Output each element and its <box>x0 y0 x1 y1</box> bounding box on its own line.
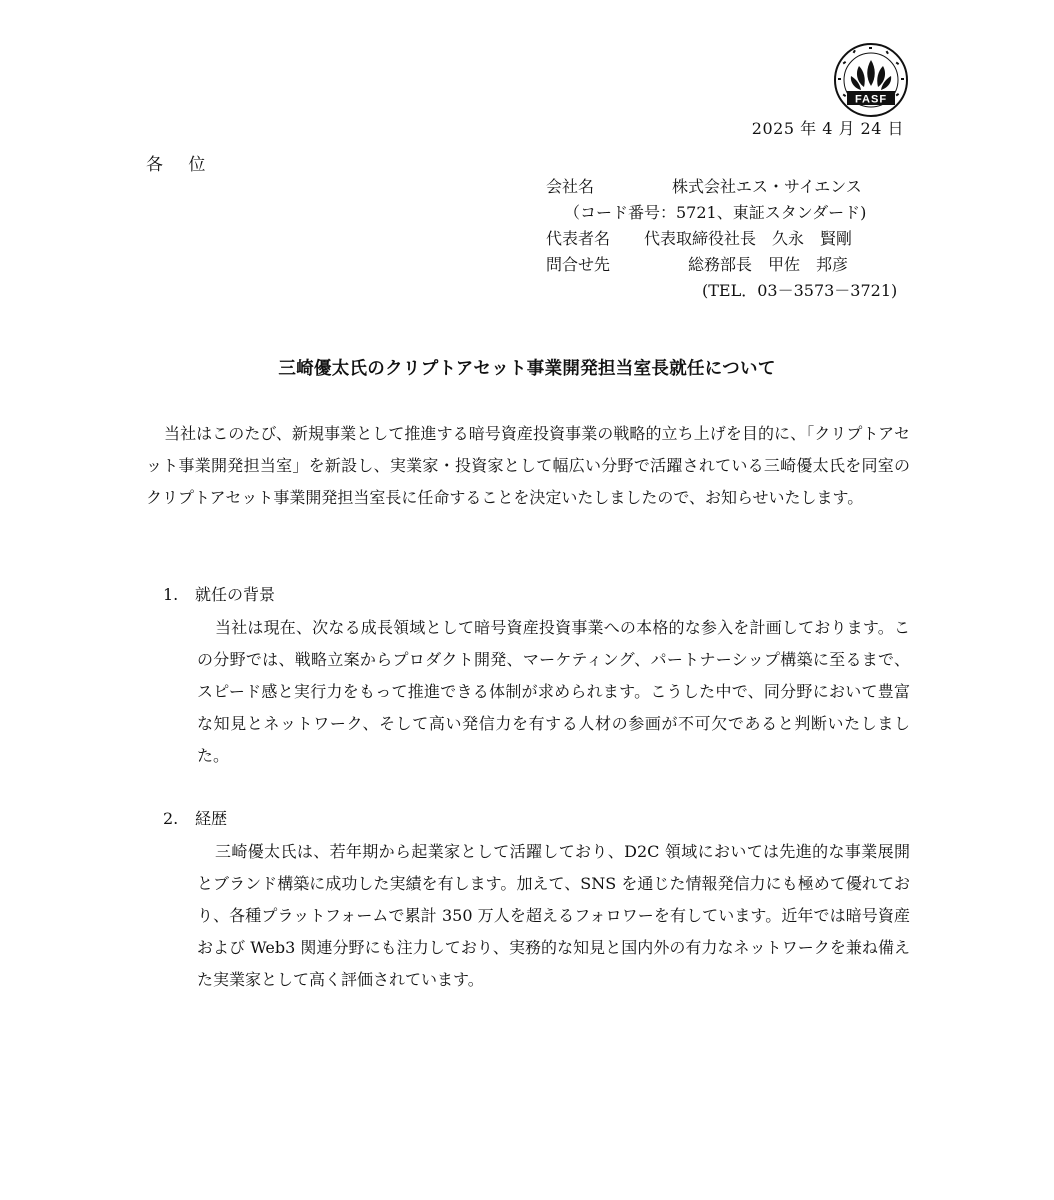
section-2-number: 2. <box>163 809 179 828</box>
company-code-line: （コード番号：5721、東証スタンダード) <box>564 203 867 222</box>
addressee: 各 位 <box>146 155 216 175</box>
section-1-body: 当社は現在、次なる成長領域として暗号資産投資事業への本格的な参入を計画しております。この分野では、戦略立案からプロダクト開発、マーケティング、パートナーシップ構築に至るまで、スピード感と実行力をもって推進できる体制が求められます。こうした中で、同分野において豊富な知見とネットワーク、そして高い発信力を有する人材の参画が不可欠であると判断いたしました。 <box>197 618 910 765</box>
section-1-number: 1. <box>163 585 179 604</box>
representative-row <box>546 226 906 252</box>
representative-label: 代表者名 <box>546 229 611 248</box>
fasf-logo-text: FASF <box>854 93 888 106</box>
telephone-row <box>546 278 906 304</box>
section-2-body: 三崎優太氏は、若年期から起業家として活躍しており、D2C 領域においては先進的な事業展開とブランド構築に成功した実績を有します。加えて、SNS を通じた情報発信力にも極めて優れており、各種プラットフォームで累計 350 万人を超えるフォロワーを有しています。近年では暗号資産および Web3 関連分野にも注力しており、実務的な知見と国内外の有力なネットワークを兼ね備えた実業家として高く評価されています。 <box>197 842 910 989</box>
document-date: 2025 年 4 月 24 日 <box>751 119 904 138</box>
fasf-logo <box>833 42 909 118</box>
representative-value: 代表取締役社長 久永 賢剛 <box>644 229 853 248</box>
fasf-seal-icon <box>833 42 909 118</box>
company-name-label: 会社名 <box>546 177 595 196</box>
telephone-line: (TEL．03－3573－3721) <box>702 281 898 300</box>
intro-paragraph: 当社はこのたび、新規事業として推進する暗号資産投資事業の戦略的立ち上げを目的に、「クリプトアセット事業開発担当室」を新設し、実業家・投資家として幅広い分野で活躍されている三崎優太氏を同室のクリプトアセット事業開発担当室長に任命することを決定いたしましたので、お知らせいたします。 <box>146 424 910 507</box>
section-2-title: 経歴 <box>195 809 228 828</box>
contact-label: 問合せ先 <box>546 255 611 274</box>
section-2-heading <box>163 806 227 829</box>
section-1-title: 就任の背景 <box>195 585 276 604</box>
document-title: 三崎優太氏のクリプトアセット事業開発担当室長就任について <box>278 359 776 379</box>
contact-value: 総務部長 甲佐 邦彦 <box>688 255 849 274</box>
section-1-heading <box>163 582 275 605</box>
company-name-value: 株式会社エス・サイエンス <box>672 177 862 196</box>
contact-row <box>546 252 906 278</box>
company-info-block <box>546 174 906 304</box>
company-name-row <box>546 174 906 200</box>
company-code-row <box>546 200 906 226</box>
